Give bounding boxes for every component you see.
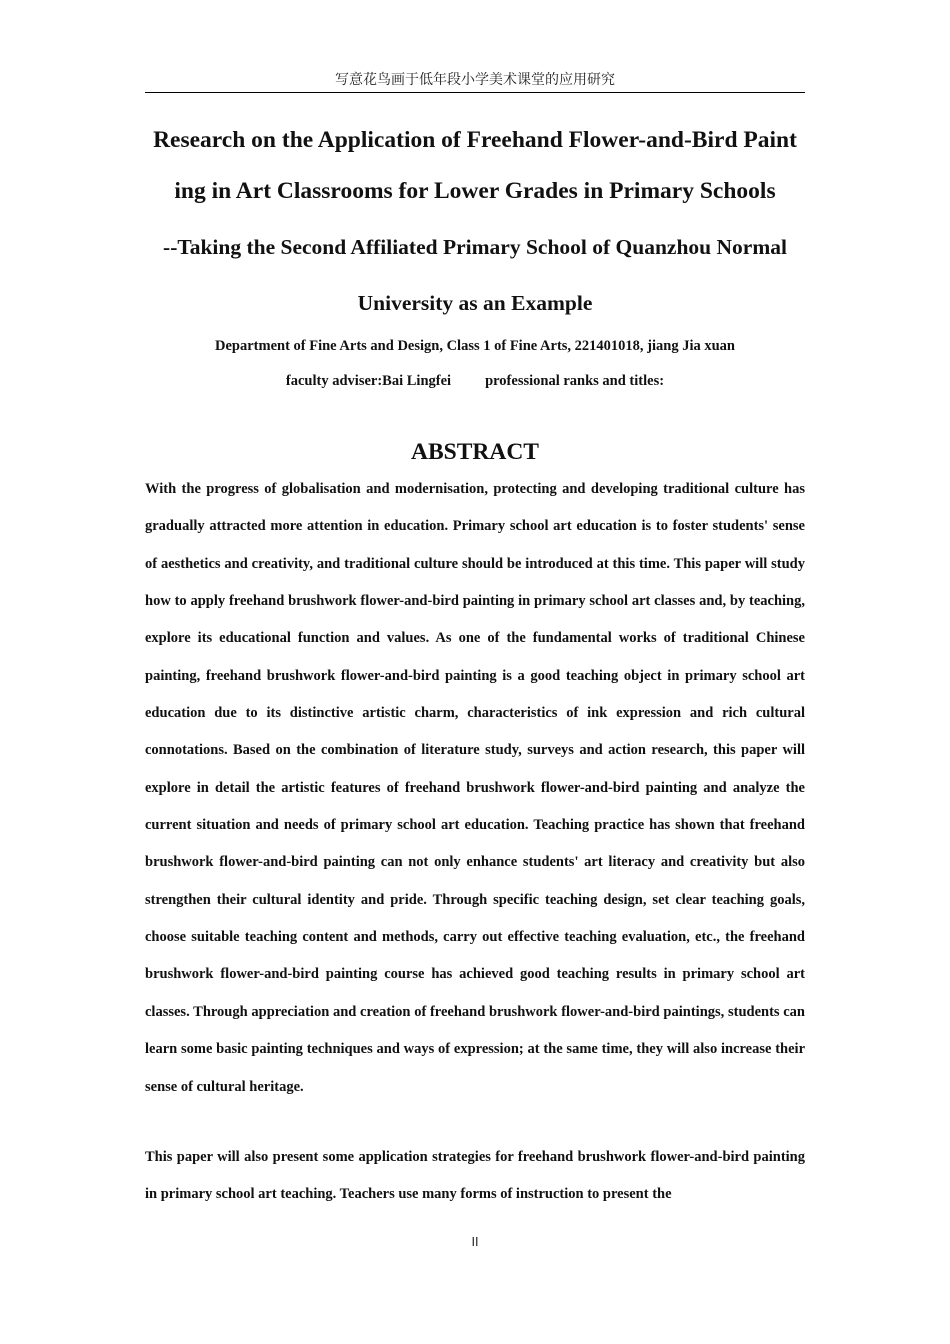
paper-title-line-2: ing in Art Classrooms for Lower Grades in Primary Schools xyxy=(174,178,776,204)
page-number: II xyxy=(471,1235,479,1249)
paper-subtitle-line-1: --Taking the Second Affiliated Primary School of Quanzhou Normal xyxy=(163,235,787,259)
abstract-paragraph-2: This paper will also present some application strategies for freehand brushwork flower-and-bird painting in primary school art teaching. Teachers use many forms of instruction to present the xyxy=(145,1149,805,1203)
running-header: 写意花鸟画于低年段小学美术课堂的应用研究 xyxy=(145,70,805,93)
author-info: Department of Fine Arts and Design, Class 1 of Fine Arts, 221401018, jiang Jia xuan xyxy=(215,338,735,354)
paper-subtitle-line-2: University as an Example xyxy=(357,291,593,315)
abstract-heading: ABSTRACT xyxy=(411,439,539,465)
paper-title-line-1: Research on the Application of Freehand Flower-and-Bird Paint xyxy=(153,127,797,153)
professional-ranks: professional ranks and titles: xyxy=(485,373,665,389)
abstract-paragraph-1: With the progress of globalisation and modernisation, protecting and developing traditional culture has gradually attracted more attention in education. Primary school art education is to foster students' sense of aesthetics and creativity, and traditional culture should be introduced at this time. This paper will study how to apply freehand brushwork flower-and-bird painting in primary school art classes and, by teaching, explore its educational function and values. As one of the fundamental works of traditional Chinese painting, freehand brushwork flower-and-bird painting is a good teaching object in primary school art education due to its distinctive artistic charm, characteristics of ink expression and rich cultural connotations. Based on the combination of literature study, surveys and action research, this paper will explore in detail the artistic features of freehand brushwork flower-and-bird painting and analyze the current situation and needs of primary school art education. Teaching practice has shown that freehand brushwork flower-and-bird painting can not only enhance students' art literacy and creativity but also strengthen their cultural identity and pride. Through specific teaching design, set clear teaching goals, choose suitable teaching content and methods, carry out effective teaching evaluation, etc., the freehand brushwork flower-and-bird painting course has achieved good teaching results in primary school art classes. Through appreciation and creation of freehand brushwork flower-and-bird paintings, students can learn some basic painting techniques and ways of expression; at the same time, they will also increase their sense of cultural heritage. xyxy=(145,481,805,1095)
adviser-line xyxy=(100,371,850,391)
faculty-adviser: faculty adviser:Bai Lingfei xyxy=(285,373,452,389)
